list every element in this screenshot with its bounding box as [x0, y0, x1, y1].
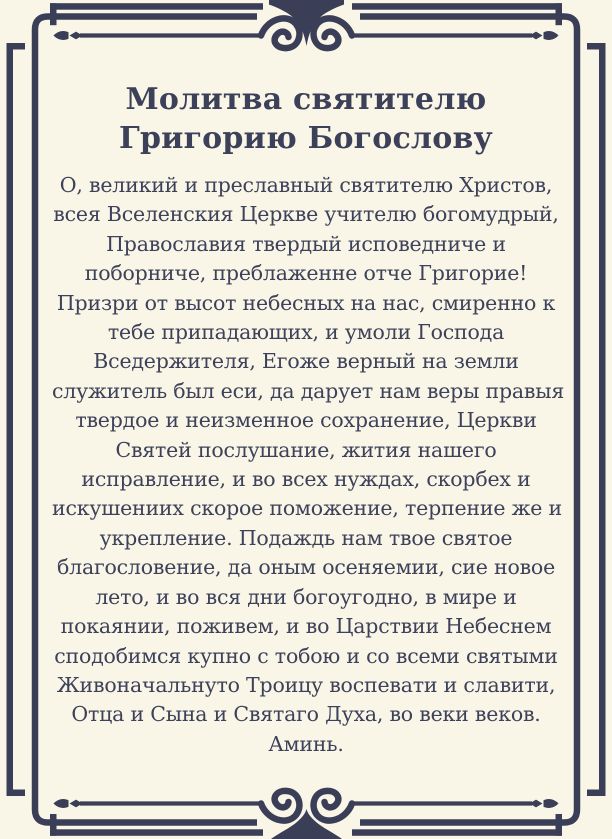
prayer-line: Живоначальнуто Троицу воспевати и славити, — [56, 672, 556, 697]
prayer-line: благословение, да оным осеняемии, сие новое — [56, 555, 556, 580]
prayer-line: Святей послушание, жития нашего — [115, 437, 497, 462]
prayer-line: укрепление. Подаждь нам твое святое — [99, 525, 513, 550]
prayer-line: искушениих скорое поможение, терпение же и — [52, 496, 562, 521]
prayer-line: покаянии, поживем, и во Царствии Небеснем — [60, 614, 552, 639]
prayer-title-line2: Григорию Богослову — [119, 121, 493, 156]
prayer-line: твердое и неизменное сохранение, Церкви — [75, 408, 537, 433]
fleur-icon — [269, 0, 344, 46]
prayer-line: лето, и во вся дни богоугодно, в мире и — [95, 584, 517, 609]
prayer-line: Призри от высот небесных на нас, смиренно к — [56, 290, 556, 315]
prayer-line: служитель был еси, да дарует нам веры правыя — [52, 378, 565, 403]
card-content — [52, 80, 565, 759]
prayer-line: сподобимся купно с тобою и со всеми святыми — [54, 643, 558, 668]
prayer-title-line1: Молитва святителю — [125, 82, 487, 117]
prayer-line: Аминь. — [268, 731, 344, 756]
prayer-line: всея Вселенския Церкве учителю богомудрый, — [53, 202, 559, 227]
prayer-text — [52, 171, 565, 759]
top-center-ornament — [261, 0, 352, 48]
prayer-line: Вседержителя, Егоже верный на земли — [93, 349, 519, 374]
fleur-icon — [271, 809, 342, 839]
prayer-line: Православия твердый исповедниче и — [106, 231, 506, 256]
prayer-line: О, великий и преславный святителю Христов, — [59, 173, 553, 197]
prayer-line: тебе припадающих, и умоли Господа — [107, 320, 505, 345]
bottom-center-ornament — [261, 791, 352, 839]
prayer-title — [52, 80, 560, 158]
prayer-line: поборниче, преблаженне отче Григорие! — [84, 261, 528, 286]
prayer-line: исправление, и во всех нуждах, скорбех и — [81, 467, 531, 492]
prayer-line: Отца и Сына и Святаго Духа, во веки веков. — [71, 702, 541, 727]
